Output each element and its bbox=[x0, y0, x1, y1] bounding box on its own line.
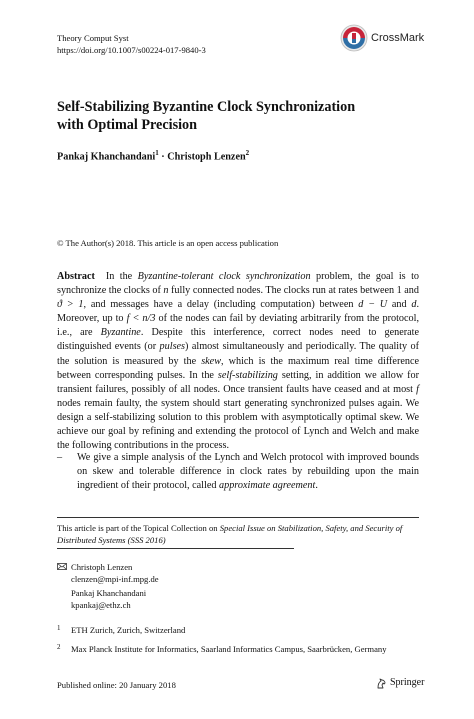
contact-email[interactable]: kpankaj@ethz.ch bbox=[71, 600, 131, 610]
abstract-emph: Byzantine-tolerant clock synchronization bbox=[137, 271, 311, 282]
contribution-part: We give a simple analysis of the Lynch and Welch protocol with improved bounds on skew and tolerable difference in clock rates by rebuilding upon the main ingredient of their protocol, called bbox=[77, 452, 419, 492]
abstract-text: ) almost simultaneously and periodically. The quality of the solution is measured by the bbox=[57, 341, 419, 367]
abstract-math: n bbox=[163, 285, 169, 297]
contribution-item bbox=[57, 451, 419, 493]
abstract-emph: skew bbox=[201, 355, 221, 367]
abstract-text: nodes remain faulty, the system should start generating synchronized pulses again. We design a self-stabilizing solution to this problem with asymptotically optimal skew. We achieve our goal by refining and extending the protocol of Lynch and Welch and make the following contributions in the process. bbox=[57, 397, 419, 452]
footnote-rule bbox=[57, 548, 294, 549]
envelope-icon bbox=[57, 563, 67, 570]
contribution-text bbox=[77, 451, 419, 493]
copyright-notice: © The Author(s) 2018. This article is an open access publication bbox=[57, 238, 279, 248]
title-line-2: with Optimal Precision bbox=[57, 117, 198, 133]
author-separator: · bbox=[158, 151, 168, 163]
abstract-math: ϑ > 1 bbox=[57, 299, 84, 311]
title-line-1: Self-Stabilizing Byzantine Clock Synchronization bbox=[57, 99, 356, 115]
abstract-text: fully connected nodes. The clocks run at rates between 1 and bbox=[168, 285, 419, 297]
author-1-affil: 1 bbox=[155, 149, 159, 157]
affiliation-text: ETH Zurich, Zurich, Switzerland bbox=[71, 625, 186, 635]
abstract-emph: pulses bbox=[159, 341, 186, 353]
abstract-text: In the bbox=[105, 271, 138, 282]
abstract-text: , and messages have a delay (including computation) between bbox=[83, 299, 359, 311]
abstract-text: and bbox=[387, 299, 412, 311]
journal-header bbox=[57, 32, 206, 56]
published-date: Published online: 20 January 2018 bbox=[57, 680, 176, 690]
contribution-part: . bbox=[315, 480, 318, 492]
abstract-text: setting, in addition we allow for transient failures, possibly of all nodes. Once transient faults have ceased and at most bbox=[57, 369, 419, 395]
crossmark-badge[interactable] bbox=[340, 24, 440, 54]
abstract-text: of the nodes can fail by deviating arbitrarily from the protocol, i.e., are bbox=[57, 313, 419, 339]
crossmark-label: CrossMark bbox=[371, 32, 425, 44]
abstract-text: problem, the goal is to synchronize the clocks of bbox=[57, 271, 420, 297]
topical-collection-note bbox=[57, 522, 419, 546]
abstract bbox=[57, 270, 419, 453]
abstract-text: . Despite this interference, correct nodes need to generate distinguished events (or bbox=[57, 327, 419, 353]
contact-name: Pankaj Khanchandani bbox=[71, 588, 147, 598]
springer-horse-icon bbox=[376, 678, 387, 689]
collection-text: This article is part of the Topical Collection on bbox=[57, 523, 220, 533]
author-2-affil: 2 bbox=[245, 149, 250, 157]
abstract-text: , which is the maximum real time difference between corresponding pulses. In the bbox=[57, 355, 419, 381]
contribution-emph: approximate agreement bbox=[219, 480, 316, 492]
affiliation-number: 2 bbox=[57, 643, 61, 651]
abstract-math: d bbox=[411, 299, 417, 311]
list-dash: – bbox=[57, 452, 63, 463]
paper-title bbox=[57, 98, 397, 134]
doi-link[interactable]: https://doi.org/10.1007/s00224-017-9840-3 bbox=[57, 45, 206, 55]
section-rule bbox=[57, 517, 419, 518]
collection-title: Special Issue on Stabilization, Safety, and Security of Distributed Systems (SSS 2016) bbox=[57, 523, 403, 545]
abstract-emph: self-stabilizing bbox=[217, 369, 278, 381]
abstract-math: f bbox=[416, 383, 419, 395]
author-list bbox=[57, 149, 249, 162]
affiliation-text: Max Planck Institute for Informatics, Saarland Informatics Campus, Saarbrücken, Germany bbox=[71, 644, 387, 654]
abstract-text: . Moreover, up to bbox=[57, 299, 420, 325]
author-1: Pankaj Khanchandani bbox=[57, 151, 156, 163]
affiliation-number: 1 bbox=[57, 624, 61, 632]
journal-name: Theory Comput Syst bbox=[57, 33, 129, 43]
contact-entry bbox=[71, 561, 159, 585]
contact-email[interactable]: clenzen@mpi-inf.mpg.de bbox=[71, 574, 159, 584]
abstract-math: f < n/3 bbox=[126, 313, 156, 325]
contact-name: Christoph Lenzen bbox=[71, 562, 133, 572]
author-2: Christoph Lenzen bbox=[167, 151, 246, 163]
abstract-label: Abstract bbox=[57, 271, 95, 282]
contact-entry bbox=[71, 587, 146, 611]
crossmark-icon bbox=[340, 24, 368, 52]
springer-label: Springer bbox=[390, 677, 425, 688]
abstract-math: d − U bbox=[358, 299, 388, 311]
abstract-emph: Byzantine bbox=[100, 327, 141, 339]
